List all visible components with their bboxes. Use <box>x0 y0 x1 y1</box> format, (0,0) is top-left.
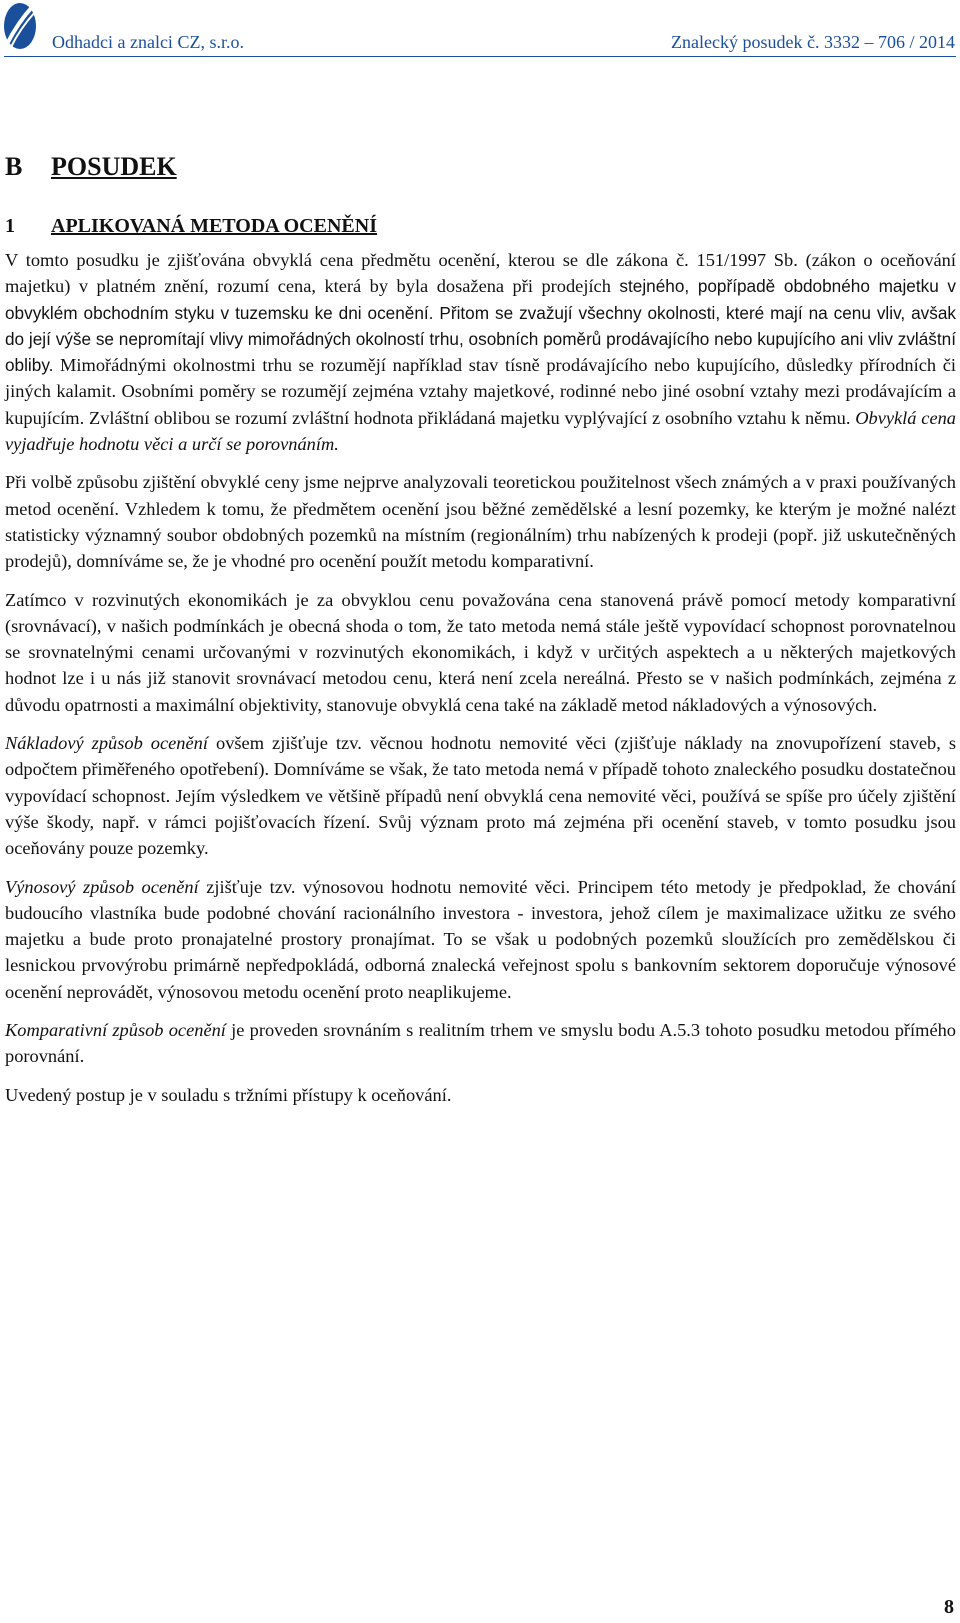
company-logo-icon <box>2 0 38 52</box>
paragraph-method-choice: Při volbě způsobu zjištění obvyklé ceny jsme nejprve analyzovali teoretickou použitelnost všech známých a v praxi používaných metod ocenění. Vzhledem k tomu, že předmětem ocenění jsou běžné zemědělské a lesní pozemky, ke kterým je možné nalézt statisticky významný soubor obdobných pozemků na místním (regionálním) trhu nabízených k prodeji (popř. již uskutečněných prodejů), domníváme se, že je vhodné pro ocenění použít metodu komparativní. <box>5 472 956 572</box>
paragraph-definition-part-a: V tomto posudku je zjišťována obvyklá cena předmětu ocenění, kterou se dle zákona č. 151/1997 Sb. (zákon o oceňování majetku) v platném znění, rozumí cena, která by byla dosažena při prodejích <box>5 250 956 297</box>
document-body <box>5 145 956 1120</box>
income-approach-text: zjišťuje tzv. výnosovou hodnotu nemovité věci. Principem této metody je předpoklad, že chování budoucího vlastníka bude podobné chování racionálního investora - investora, jehož cílem je maximalizace užitku ze svého majetku a bude proto pronajatelné prostory pronajímat. To se však u podobných pozemků sloužících pro zemědělskou či lesnickou prvovýrobu primárně nepředpokládá, odborná znalecká veřejnost spolu s bankovním sektorem doporučuje výnosové ocenění neprovádět, výnosovou metodu ocenění proto neaplikujeme. <box>5 876 956 1002</box>
section-number: B <box>5 152 23 181</box>
subsection-heading <box>5 211 956 241</box>
income-approach-term: Výnosový způsob ocenění <box>5 876 199 897</box>
comparative-approach-text: je proveden srovnáním s realitním trhem ve smyslu bodu A.5.3 tohoto posudku metodou přímého porovnání. <box>5 1020 956 1067</box>
page-header <box>0 0 960 58</box>
paragraph-definition <box>5 247 956 457</box>
report-reference: Znalecký posudek č. 3332 – 706 / 2014 <box>671 32 955 52</box>
paragraph-market-context: Zatímco v rozvinutých ekonomikách je za obvyklou cenu považována cena stanovená právě pomocí metody komparativní (srovnávací), v našich podmínkách je obecná shoda o tom, že tato metoda nemá stále ještě vypovídací schopnost porovnatelnou se srovnatelnými cenami určovanými v rozvinutých ekonomikách, i když v určitých aspektech a u některých majetkových hodnot lze i u nás již stanovit srovnávací metodou cenu, která není zcela nereálná. Přesto se v našich podmínkách, zejména z důvodu opatrnosti a maximální objektivity, stanovuje obvyklá cena také na základě metod nákladových a výnosových. <box>5 589 956 715</box>
cost-approach-term: Nákladový způsob ocenění <box>5 733 208 754</box>
page-number: 8 <box>944 1596 954 1618</box>
section-heading <box>5 145 956 189</box>
paragraph-definition-part-c: Mimořádnými okolnostmi trhu se rozumějí například stav tísně prodávajícího nebo kupujícího, důsledky přírodních či jiných kalamit. Osobními poměry se rozumějí zejména vztahy majetkové, rodinné nebo jiné osobní vztahy mezi prodávajícím a kupujícím. Zvláštní oblibou se rozumí zvláštní hodnota přikládaná majetku vyplývající z osobního vztahu k němu. <box>5 355 956 428</box>
cost-approach-text: ovšem zjišťuje tzv. věcnou hodnotu nemovité věci (zjišťuje náklady na znovupořízení staveb, s odpočtem přiměřeného opotřebení). Domníváme se však, že tato metoda nemá v případě tohoto znaleckého posudku dostatečnou vypovídací schopnost. Jejím výsledkem ve většině případů není obvyklá cena nemovité věci, používá se spíše pro účely zjištění výše škody, např. v rámci pojišťovacích řízení. Svůj význam proto má zejména při ocenění staveb, v tomto posudku jsou oceňovány pouze pozemky. <box>5 733 957 859</box>
paragraph-definition-emphasis: Obvyklá cena vyjadřuje hodnotu věci a určí se porovnáním. <box>5 407 956 455</box>
subsection-title: APLIKOVANÁ METODA OCENĚNÍ <box>51 215 377 237</box>
comparative-approach-term: Komparativní způsob ocenění <box>5 1020 226 1041</box>
paragraph-comparative-approach <box>5 1017 956 1070</box>
section-title: POSUDEK <box>51 152 177 181</box>
paragraph-conclusion: Uvedený postup je v souladu s tržními přístupy k oceňování. <box>5 1084 452 1105</box>
header-divider <box>4 56 956 57</box>
subsection-number: 1 <box>5 215 15 237</box>
company-name: Odhadci a znalci CZ, s.r.o. <box>52 32 244 52</box>
paragraph-cost-approach <box>5 730 956 861</box>
paragraph-definition-part-b: stejného, popřípadě obdobného majetku v obvyklém obchodním styku v tuzemsku ke dni ocenění. Přitom se zvažují všechny okolnosti, které mají na cenu vliv, avšak do její výše se nepromítají vlivy mimořádných okolností trhu, osobních poměrů prodávajícího nebo kupujícího ani vliv zvláštní obliby. <box>5 276 956 376</box>
paragraph-income-approach <box>5 874 956 1005</box>
